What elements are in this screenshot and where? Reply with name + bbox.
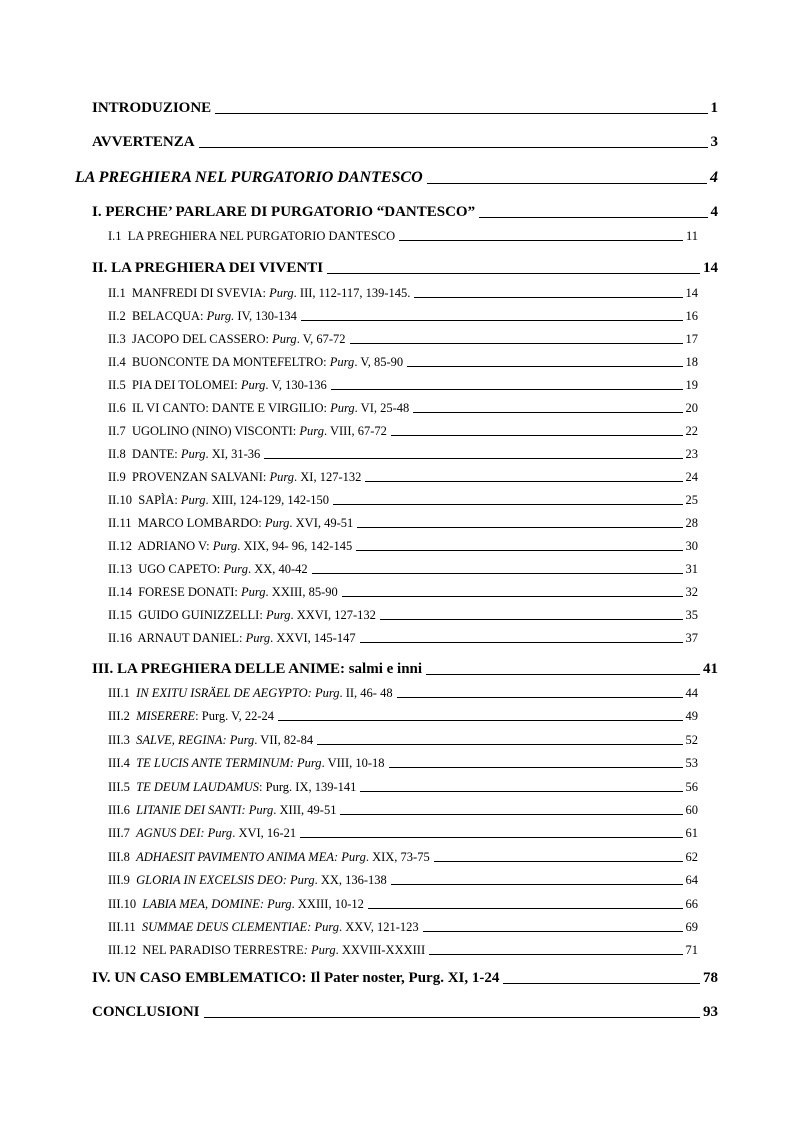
toc-subentry-number: II.1: [108, 286, 126, 300]
toc-entry-page: 3: [710, 134, 718, 150]
toc-subentry-title: SALVE, REGINA: Purg: [136, 732, 255, 747]
toc-entry-page: 4: [710, 169, 718, 186]
toc-entry-page: 20: [685, 401, 698, 415]
toc-subentry[interactable]: [108, 608, 698, 623]
leader-line: [204, 1016, 700, 1018]
toc-subentry-ref-italic: Purg: [223, 562, 248, 576]
leader-line: [300, 836, 682, 838]
toc-entry-page: 62: [685, 849, 698, 864]
toc-subentry-number: II.5: [108, 378, 126, 392]
toc-subentry-label: [108, 780, 356, 795]
toc-subentry-label: [108, 286, 410, 301]
toc-entry-conclusioni[interactable]: [92, 1004, 718, 1021]
toc-subentry-ref-italic: Purg: [329, 355, 355, 369]
leader-line: [391, 883, 683, 885]
toc-entry-page: 11: [685, 229, 698, 243]
toc-entry-page: 60: [685, 803, 698, 817]
leader-line: [391, 434, 683, 436]
toc-subentry[interactable]: [108, 585, 698, 600]
toc-subentry-number: II.11: [108, 516, 132, 530]
toc-subentry-number: III.11: [108, 920, 136, 934]
toc-subentry-label: [108, 631, 356, 646]
leader-line: [356, 549, 682, 551]
toc-entry-page: 14: [703, 260, 718, 276]
toc-subentry-number: II.3: [108, 332, 126, 346]
toc-entry-label: CONCLUSIONI: [92, 1004, 200, 1020]
leader-line: [317, 743, 682, 745]
toc-subentry-ref: . VIII, 10-18: [321, 756, 385, 771]
leader-line: [389, 766, 683, 768]
toc-entry-page: 71: [685, 943, 698, 958]
toc-subentry-ref: . XI, 127-132: [294, 470, 362, 484]
toc-subentry[interactable]: [108, 355, 698, 370]
toc-entry-page: 52: [685, 732, 698, 747]
toc-subentry-ref-italic: Purg: [264, 516, 290, 530]
toc-subentry[interactable]: [108, 943, 698, 958]
toc-subentry-ref: . VI, 25-48: [354, 401, 410, 415]
toc-subentry-title: MISERERE: [136, 709, 196, 724]
toc-subentry-title: IL VI CANTO: DANTE E VIRGILIO:: [131, 401, 327, 415]
toc-subentry[interactable]: [108, 286, 698, 301]
leader-line: [360, 641, 683, 643]
toc-subentry[interactable]: [108, 562, 698, 577]
toc-subentry-ref: . XIX, 73-75: [365, 849, 430, 864]
toc-subentry-label: I.1 LA PREGHIERA NEL PURGATORIO DANTESCO: [108, 229, 396, 243]
toc-subentry-label: [108, 803, 336, 818]
toc-subentry-title: BUONCONTE DA MONTEFELTRO:: [131, 355, 327, 369]
toc-subentry[interactable]: [108, 516, 698, 531]
toc-subentry-label: [108, 539, 352, 554]
toc-subentry[interactable]: [108, 332, 698, 347]
toc-entry-main-title[interactable]: [75, 169, 718, 187]
toc-subentry-number: III.1: [108, 686, 130, 700]
leader-line: [301, 319, 683, 321]
toc-subentry-title: FORESE DONATI:: [138, 585, 238, 599]
toc-subentry[interactable]: [108, 631, 698, 646]
toc-subentry-ref: . XXVIII-XXXIII: [335, 943, 426, 958]
toc-subentry-ref: . III, 112-117, 139-145.: [293, 286, 411, 300]
toc-subentry[interactable]: [108, 780, 698, 795]
toc-subentry[interactable]: [108, 229, 698, 244]
leader-line: [427, 182, 707, 184]
toc-subentry-label: [108, 608, 376, 623]
toc-subentry-ref: . VII, 82-84: [254, 732, 314, 747]
toc-entry-page: 69: [685, 920, 698, 934]
leader-line: [479, 216, 707, 218]
toc-entry-label: III. LA PREGHIERA DELLE ANIME: salmi e inni: [92, 661, 423, 677]
toc-entry-label: AVVERTENZA: [92, 134, 195, 150]
toc-subentry[interactable]: [108, 803, 698, 818]
toc-subentry-ref: . XX, 136-138: [314, 873, 387, 888]
toc-subentry-number: III.2: [108, 709, 130, 724]
toc-subentry-number: II.12: [108, 539, 132, 553]
toc-subentry-label: [108, 850, 430, 865]
toc-subentry-title: DANTE:: [131, 447, 178, 461]
toc-subentry-title: TE LUCIS ANTE TERMINUM: Purg: [136, 756, 322, 771]
toc-subentry-title: SUMMAE DEUS CLEMENTIAE: Purg: [141, 920, 339, 934]
toc-subentry-ref-italic: : Purg: [303, 943, 336, 958]
toc-subentry[interactable]: [108, 709, 698, 724]
toc-entry-label: I. PERCHE’ PARLARE DI PURGATORIO “DANTESCO”: [92, 204, 476, 220]
toc-entry-label: IV. UN CASO EMBLEMATICO: Il Pater noster, Purg. XI, 1-24: [92, 970, 500, 986]
leader-line: [413, 411, 682, 413]
toc-entry-page: 35: [685, 608, 698, 622]
leader-line: [397, 696, 683, 698]
toc-subentry[interactable]: [108, 447, 698, 462]
toc-entry-page: 1: [710, 100, 718, 116]
toc-subentry[interactable]: [108, 733, 698, 748]
toc-entry-page: 41: [703, 661, 718, 677]
toc-entry-page: 44: [685, 686, 698, 700]
toc-subentry-label: [108, 309, 297, 324]
toc-subentry[interactable]: [108, 470, 698, 485]
toc-subentry[interactable]: [108, 873, 698, 888]
toc-subentry-label: [108, 709, 274, 724]
toc-subentry-label: [108, 873, 387, 888]
toc-subentry-ref-italic: Purg: [299, 424, 324, 438]
toc-subentry-ref-italic: Purg: [240, 378, 266, 392]
leader-line: [380, 618, 683, 620]
toc-subentry[interactable]: [108, 539, 698, 554]
toc-subentry-label: [108, 493, 329, 508]
leader-line: [327, 272, 700, 274]
toc-subentry-ref-italic: Purg: [269, 470, 295, 484]
toc-entry-page: 93: [703, 1004, 718, 1020]
toc-subentry-ref: . XIII, 124-129, 142-150: [205, 493, 330, 507]
toc-subentry-title: PROVENZAN SALVANI:: [131, 470, 267, 484]
toc-subentry-ref: . XXVI, 145-147: [270, 631, 356, 645]
toc-subentry[interactable]: [108, 378, 698, 393]
toc-subentry-label: [108, 686, 393, 701]
toc-subentry-ref-italic: Purg.: [206, 309, 235, 323]
leader-line: [365, 480, 682, 482]
toc-entry-page: 28: [685, 516, 698, 530]
toc-subentry-ref: . V, 67-72: [296, 332, 346, 346]
toc-subentry-ref-italic: Purg: [212, 539, 238, 553]
toc-subentry-title: UGO CAPETO:: [138, 562, 221, 576]
leader-line: [264, 457, 682, 459]
toc-subentry-label: [108, 562, 308, 577]
toc-subentry-title: BELACQUA:: [131, 309, 204, 323]
toc-subentry-ref: . XVI, 49-51: [289, 516, 354, 530]
leader-line: [423, 930, 683, 932]
toc-subentry-label: [108, 585, 338, 600]
leader-line: [407, 365, 682, 367]
toc-entry-page: 23: [685, 447, 698, 461]
toc-subentry[interactable]: [108, 920, 698, 935]
toc-subentry-number: II.7: [108, 424, 126, 438]
toc-subentry-label: [108, 733, 313, 748]
leader-line: [340, 813, 682, 815]
toc-subentry-ref: . XIX, 94- 96, 142-145: [237, 539, 353, 553]
toc-subentry[interactable]: [108, 686, 698, 701]
toc-subentry-ref: . XXIII, 85-90: [265, 585, 338, 599]
toc-subentry-ref-italic: Purg: [180, 493, 206, 507]
toc-subentry[interactable]: [108, 401, 698, 416]
toc-subentry[interactable]: [108, 756, 698, 771]
toc-entry-page: 56: [685, 779, 698, 794]
toc-subentry-ref: . XI, 31-36: [205, 447, 261, 461]
leader-line: [368, 907, 683, 909]
toc-subentry-title: ADRIANO V:: [137, 539, 210, 553]
leader-line: [333, 503, 682, 505]
toc-entry-page: 18: [685, 355, 698, 369]
toc-subentry-label: [108, 516, 353, 531]
toc-subentry-title: GLORIA IN EXCELSIS DEO: Purg: [136, 873, 315, 888]
toc-subentry-number: II.10: [108, 493, 132, 507]
toc-subentry-number: II.13: [108, 562, 132, 576]
toc-subentry-label: [108, 401, 409, 416]
toc-subentry[interactable]: [108, 826, 698, 841]
toc-entry-section-3[interactable]: [92, 661, 718, 678]
toc-subentry-ref: . II, 46- 48: [339, 686, 393, 700]
toc-subentry[interactable]: [108, 850, 698, 865]
toc-subentry-title: IN EXITU ISRÄEL DE AEGYPTO: Purg: [136, 686, 340, 700]
toc-subentry-title: NEL PARADISO TERRESTRE: [142, 943, 304, 958]
toc-subentry-ref: : Purg. IX, 139-141: [259, 779, 357, 794]
toc-entry-avvertenza[interactable]: [92, 134, 718, 151]
toc-subentry-ref-italic: Purg: [272, 332, 297, 346]
toc-entry-page: 14: [685, 286, 698, 300]
toc-subentry-title: MANFREDI DI SVEVIA:: [131, 286, 266, 300]
toc-entry-introduzione[interactable]: [92, 100, 718, 117]
leader-line: [312, 572, 683, 574]
leader-line: [331, 388, 683, 390]
toc-subentry-number: III.3: [108, 732, 130, 747]
toc-subentry-title: ADHAESIT PAVIMENTO ANIMA MEA: Purg: [136, 849, 366, 864]
toc-subentry-title: PIA DEI TOLOMEI:: [131, 378, 238, 392]
toc-subentry-ref: . XXVI, 127-132: [290, 608, 376, 622]
toc-subentry-label: [108, 378, 327, 393]
toc-entry-page: 32: [685, 585, 698, 599]
toc-entry-section-4[interactable]: [92, 970, 718, 987]
toc-subentry-label: [108, 470, 361, 485]
toc-entry-label: II. LA PREGHIERA DEI VIVENTI: [92, 260, 324, 276]
toc-subentry-number: III.12: [108, 943, 137, 958]
toc-subentry-title: LITANIE DEI SANTI: Purg: [136, 803, 274, 817]
leader-line: [350, 342, 683, 344]
toc-subentry[interactable]: [108, 309, 698, 324]
toc-subentry-title: JACOPO DEL CASSERO:: [131, 332, 270, 346]
toc-entry-page: 22: [685, 424, 698, 438]
leader-line: [199, 146, 708, 148]
toc-subentry-ref: : Purg. V, 22-24: [195, 709, 274, 724]
leader-line: [414, 296, 682, 298]
leader-line: [357, 526, 682, 528]
toc-subentry-number: II.15: [108, 608, 132, 622]
toc-subentry-title: MARCO LOMBARDO:: [137, 516, 262, 530]
leader-line: [429, 953, 682, 955]
toc-subentry-title: AGNUS DEI: Purg: [136, 826, 233, 841]
leader-line: [342, 595, 683, 597]
toc-subentry-label: [108, 332, 346, 347]
toc-subentry-title: UGOLINO (NINO) VISCONTI:: [131, 424, 297, 438]
toc-subentry-number: III.8: [108, 849, 130, 864]
toc-subentry-ref-italic: Purg: [245, 631, 271, 645]
toc-entry-page: 78: [703, 970, 718, 986]
toc-subentry-ref: . V, 130-136: [265, 378, 327, 392]
toc-subentry-title: LABIA MEA, DOMINE: Purg: [142, 896, 292, 911]
toc-subentry-label: [108, 756, 385, 771]
toc-entry-page: 30: [685, 539, 698, 553]
toc-subentry-label: [108, 424, 387, 439]
leader-line: [434, 860, 683, 862]
toc-subentry[interactable]: [108, 424, 698, 439]
toc-subentry[interactable]: [108, 897, 698, 912]
toc-subentry-ref: . XXV, 121-123: [339, 920, 419, 934]
toc-subentry-label: [108, 826, 296, 841]
leader-line: [278, 719, 683, 721]
toc-subentry-label: [108, 355, 403, 370]
toc-entry-page: 66: [685, 896, 698, 911]
toc-subentry[interactable]: [108, 493, 698, 508]
toc-subentry-label: [108, 920, 419, 935]
toc-subentry-label: [108, 897, 364, 912]
toc-subentry-ref-italic: Purg: [241, 585, 266, 599]
toc-entry-page: 19: [685, 378, 698, 392]
toc-entry-page: 37: [685, 631, 698, 645]
toc-subentry-title: TE DEUM LAUDAMUS: [136, 779, 260, 794]
toc-subentry-number: III.9: [108, 873, 130, 888]
toc-entry-page: 49: [685, 709, 698, 724]
toc-entry-page: 16: [685, 309, 698, 323]
toc-entry-page: 61: [685, 826, 698, 841]
leader-line: [360, 790, 682, 792]
toc-subentry-number: II.14: [108, 585, 132, 599]
toc-entry-page: 31: [685, 562, 698, 576]
toc-subentry-number: II.4: [108, 355, 126, 369]
toc-subentry-number: III.5: [108, 779, 130, 794]
toc-entry-label: LA PREGHIERA NEL PURGATORIO DANTESCO: [75, 169, 423, 186]
toc-entry-page: 64: [685, 873, 698, 888]
toc-subentry-number: III.10: [108, 896, 137, 911]
toc-subentry-title: ARNAUT DANIEL:: [137, 631, 243, 645]
toc-subentry-ref-italic: Purg: [330, 401, 355, 415]
toc-entry-page: 24: [685, 470, 698, 484]
toc-subentry-number: II.6: [108, 401, 126, 415]
toc-subentry-ref-italic: Purg: [180, 447, 206, 461]
toc-subentry-ref: . XIII, 49-51: [273, 803, 337, 817]
toc-subentry-ref: . V, 85-90: [354, 355, 404, 369]
toc-subentry-ref: . XX, 40-42: [247, 562, 308, 576]
toc-subentry-number: III.4: [108, 756, 130, 771]
toc-subentry-number: II.9: [108, 470, 126, 484]
toc-subentry-ref: IV, 130-134: [234, 309, 297, 323]
toc-subentry-ref: . XVI, 16-21: [232, 826, 297, 841]
toc-subentry-number: II.16: [108, 631, 132, 645]
toc-subentry-number: III.7: [108, 826, 130, 841]
toc-entry-page: 25: [685, 493, 698, 507]
leader-line: [399, 239, 683, 241]
toc-subentry-ref-italic: Purg: [265, 608, 291, 622]
toc-subentry-title: SAPÌA:: [138, 493, 178, 507]
toc-entry-page: 4: [710, 204, 718, 220]
toc-subentry-number: III.6: [108, 803, 130, 817]
toc-subentry-ref: . VIII, 67-72: [323, 424, 387, 438]
toc-subentry-label: [108, 447, 260, 462]
leader-line: [426, 673, 700, 675]
toc-subentry-number: II.8: [108, 447, 126, 461]
toc-entry-page: 17: [685, 332, 698, 346]
toc-subentry-number: II.2: [108, 309, 126, 323]
toc-entry-page: 53: [685, 756, 698, 771]
toc-subentry-label: [108, 943, 425, 958]
toc-entry-label: INTRODUZIONE: [92, 100, 212, 116]
toc-subentry-ref: . XXIII, 10-12: [291, 896, 364, 911]
toc-subentry-ref-italic: Purg: [269, 286, 294, 300]
toc-entry-section-2[interactable]: [92, 260, 718, 277]
toc-subentry-title: GUIDO GUINIZZELLI:: [138, 608, 263, 622]
leader-line: [503, 982, 700, 984]
toc-entry-section-1[interactable]: [92, 204, 718, 221]
leader-line: [215, 112, 707, 114]
